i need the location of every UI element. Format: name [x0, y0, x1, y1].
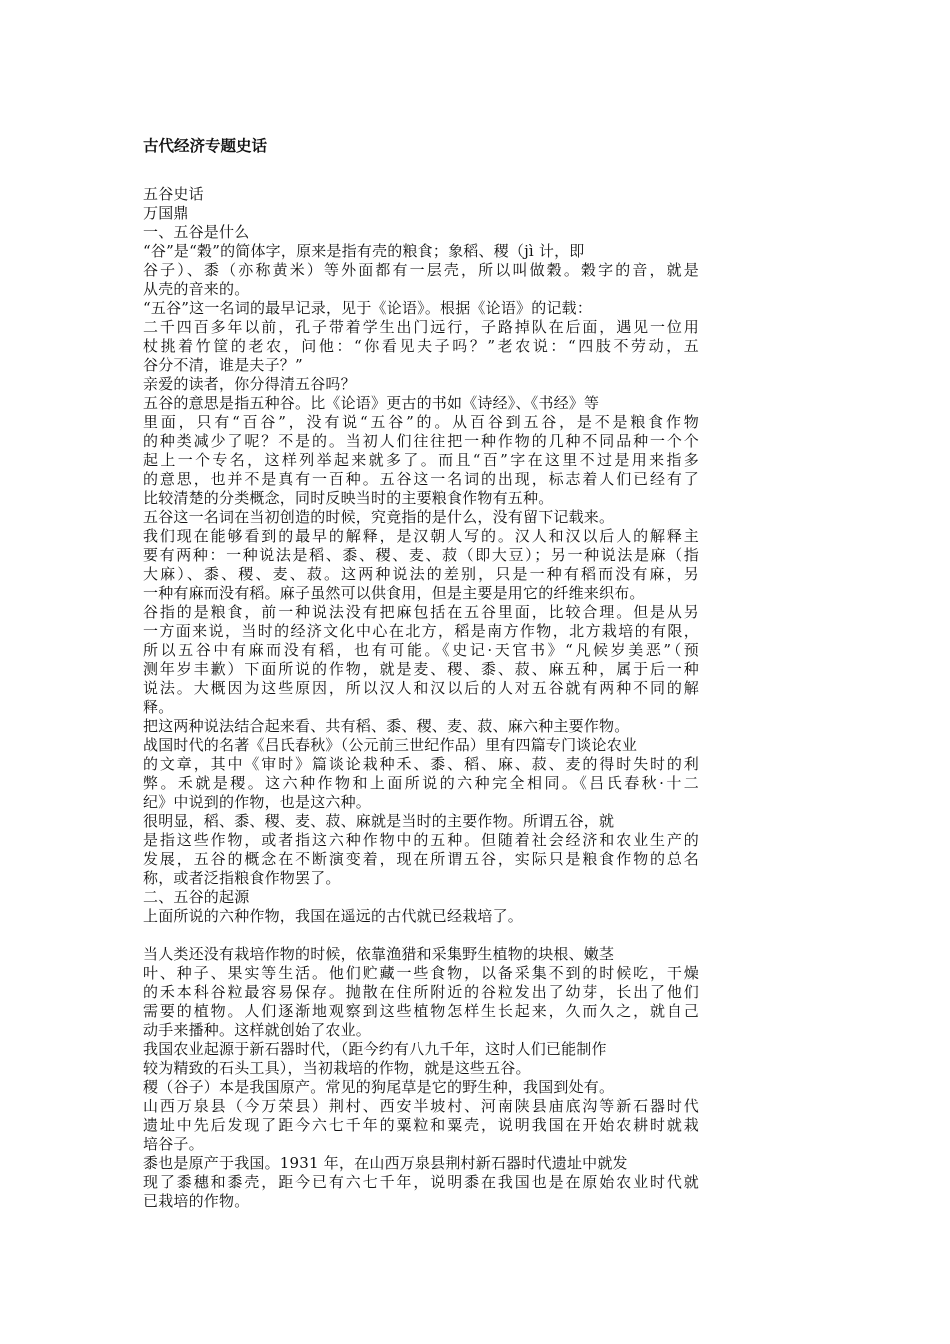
text-line: 说法。大概因为这些原因，所以汉人和汉以后的人对五谷就有两种不同的解 [143, 679, 699, 697]
text-line: 一种有麻而没有稻。麻子虽然可以供食用，但是主要是用它的纤维来织布。 [143, 584, 645, 602]
text-line: 叶、种子、果实等生活。他们贮藏一些食物，以备采集不到的时候吃，干燥 [143, 964, 699, 982]
text-line: 测年岁丰歉）下面所说的作物，就是麦、稷、黍、菽、麻五种，属于后一种 [143, 660, 699, 678]
text-line: 把这两种说法结合起来看、共有稻、黍、稷、麦、菽、麻六种主要作物。 [143, 717, 630, 735]
text-line: 很明显，稻、黍、稷、麦、菽、麻就是当时的主要作物。所谓五谷，就 [143, 812, 615, 830]
text-line: 当人类还没有栽培作物的时候，依靠渔猎和采集野生植物的块根、嫩茎 [143, 945, 615, 963]
text-line: 谷指的是粮食，前一种说法没有把麻包括在五谷里面，比较合理。但是从另 [143, 603, 699, 621]
text-line: 所以五谷中有麻而没有稻，也有可能。《史记·天官书》“凡候岁美恶”（预 [143, 641, 699, 659]
text-line: 的意思，也并不是真有一百种。五谷这一名词的出现，标志着人们已经有了 [143, 470, 699, 488]
text-line: 我们现在能够看到的最早的解释，是汉朝人写的。汉人和汉以后人的解释主 [143, 527, 699, 545]
text-line: 杖挑着竹筐的老农，问他：“你看见夫子吗？”老农说：“四肢不劳动，五 [143, 337, 699, 355]
text-line: 要有两种：一种说法是稻、黍、稷、麦、菽（即大豆）；另一种说法是麻（指 [143, 546, 699, 564]
text-line: 的禾本科谷粒最容易保存。抛散在住所附近的谷粒发出了幼芽，长出了他们 [143, 983, 699, 1001]
text-line: 我国农业起源于新石器时代，（距今约有八九千年，这时人们已能制作 [143, 1040, 607, 1058]
text-line: 五谷史话 [143, 185, 204, 203]
text-line: 五谷这一名词在当初创造的时候，究竟指的是什么，没有留下记载来。 [143, 508, 615, 526]
text-line: 纪》中说到的作物，也是这六种。 [143, 793, 372, 811]
text-line: 大麻）、黍、稷、麦、菽。这两种说法的差别，只是一种有稻而没有麻，另 [143, 565, 699, 583]
text-line: 黍也是原产于我国。1931 年，在山西万泉县荆村新石器时代遗址中就发 [143, 1154, 628, 1172]
text-line: 比较清楚的分类概念，同时反映当时的主要粮食作物有五种。 [143, 489, 554, 507]
text-line: 里面，只有“百谷”，没有说“五谷”的。从百谷到五谷，是不是粮食作物 [143, 413, 699, 431]
text-line: 是指这些作物，或者指这六种作物中的五种。但随着社会经济和农业生产的 [143, 831, 699, 849]
text-line: 弊。禾就是稷。这六种作物和上面所说的六种完全相同。《吕氏春秋·十二 [143, 774, 699, 792]
text-line: 遗址中先后发现了距今六七千年的粟粒和粟壳，说明我国在开始农耕时就栽 [143, 1116, 699, 1134]
text-line: 的文章，其中《审时》篇谈论栽种禾、黍、稻、麻、菽、麦的得时失时的利 [143, 755, 699, 773]
text-line: 需要的植物。人们逐渐地观察到这些植物怎样生长起来，久而久之，就自己 [143, 1002, 699, 1020]
text-line: 一方面来说，当时的经济文化中心在北方，稻是南方作物，北方栽培的有限， [143, 622, 699, 640]
text-line: 的种类减少了呢？不是的。当初人们往往把一种作物的几种不同品种一个个 [143, 432, 699, 450]
text-line: 二千四百多年以前，孔子带着学生出门远行，子路掉队在后面，遇见一位用 [143, 318, 699, 336]
text-line: 山西万泉县（今万荣县）荆村、西安半坡村、河南陕县庙底沟等新石器时代 [143, 1097, 699, 1115]
text-line: 称，或者泛指粮食作物罢了。 [143, 869, 341, 887]
text-line: 较为精致的石头工具），当初栽培的作物，就是这些五谷。 [143, 1059, 531, 1077]
text-line: 从壳的音来的。 [143, 280, 250, 298]
text-line: 发展，五谷的概念在不断演变着，现在所谓五谷，实际只是粮食作物的总名 [143, 850, 699, 868]
text-line: 谷子）、黍（亦称黄米）等外面都有一层壳，所以叫做穀。穀字的音，就是 [143, 261, 699, 279]
text-line: 亲爱的读者，你分得清五谷吗？ [143, 375, 356, 393]
text-line: 现了黍穗和黍壳，距今已有六七千年，说明黍在我国也是在原始农业时代就 [143, 1173, 699, 1191]
text-line: 二、五谷的起源 [143, 888, 250, 906]
text-line: 五谷的意思是指五种谷。比《论语》更古的书如《诗经》、《书经》等 [143, 394, 600, 412]
blank-line [143, 926, 699, 945]
text-line: “五谷”这一名词的最早记录，见于《论语》。根据《论语》的记载： [143, 299, 593, 317]
text-line: 培谷子。 [143, 1135, 204, 1153]
text-line: 释。 [143, 698, 174, 716]
document-title: 古代经济专题史话 [143, 136, 268, 155]
text-line: 已栽培的作物。 [143, 1192, 250, 1210]
text-line: 一、五谷是什么 [143, 223, 250, 241]
document-body [143, 185, 699, 1211]
text-line: “谷”是“穀”的简体字，原来是指有壳的粮食；象稻、稷（jì 计，即 [143, 242, 585, 260]
text-line: 上面所说的六种作物，我国在遥远的古代就已经栽培了。 [143, 907, 524, 925]
text-line: 谷分不清，谁是夫子？” [143, 356, 303, 374]
text-line: 起上一个专名，这样列举起来就多了。而且“百”字在这里不过是用来指多 [143, 451, 699, 469]
text-line: 稷（谷子）本是我国原产。常见的狗尾草是它的野生种，我国到处有。 [143, 1078, 615, 1096]
text-line: 战国时代的名著《吕氏春秋》（公元前三世纪作品）里有四篇专门谈论农业 [143, 736, 638, 754]
text-line: 动手来播种。这样就创始了农业。 [143, 1021, 372, 1039]
text-line: 万国鼎 [143, 204, 189, 222]
